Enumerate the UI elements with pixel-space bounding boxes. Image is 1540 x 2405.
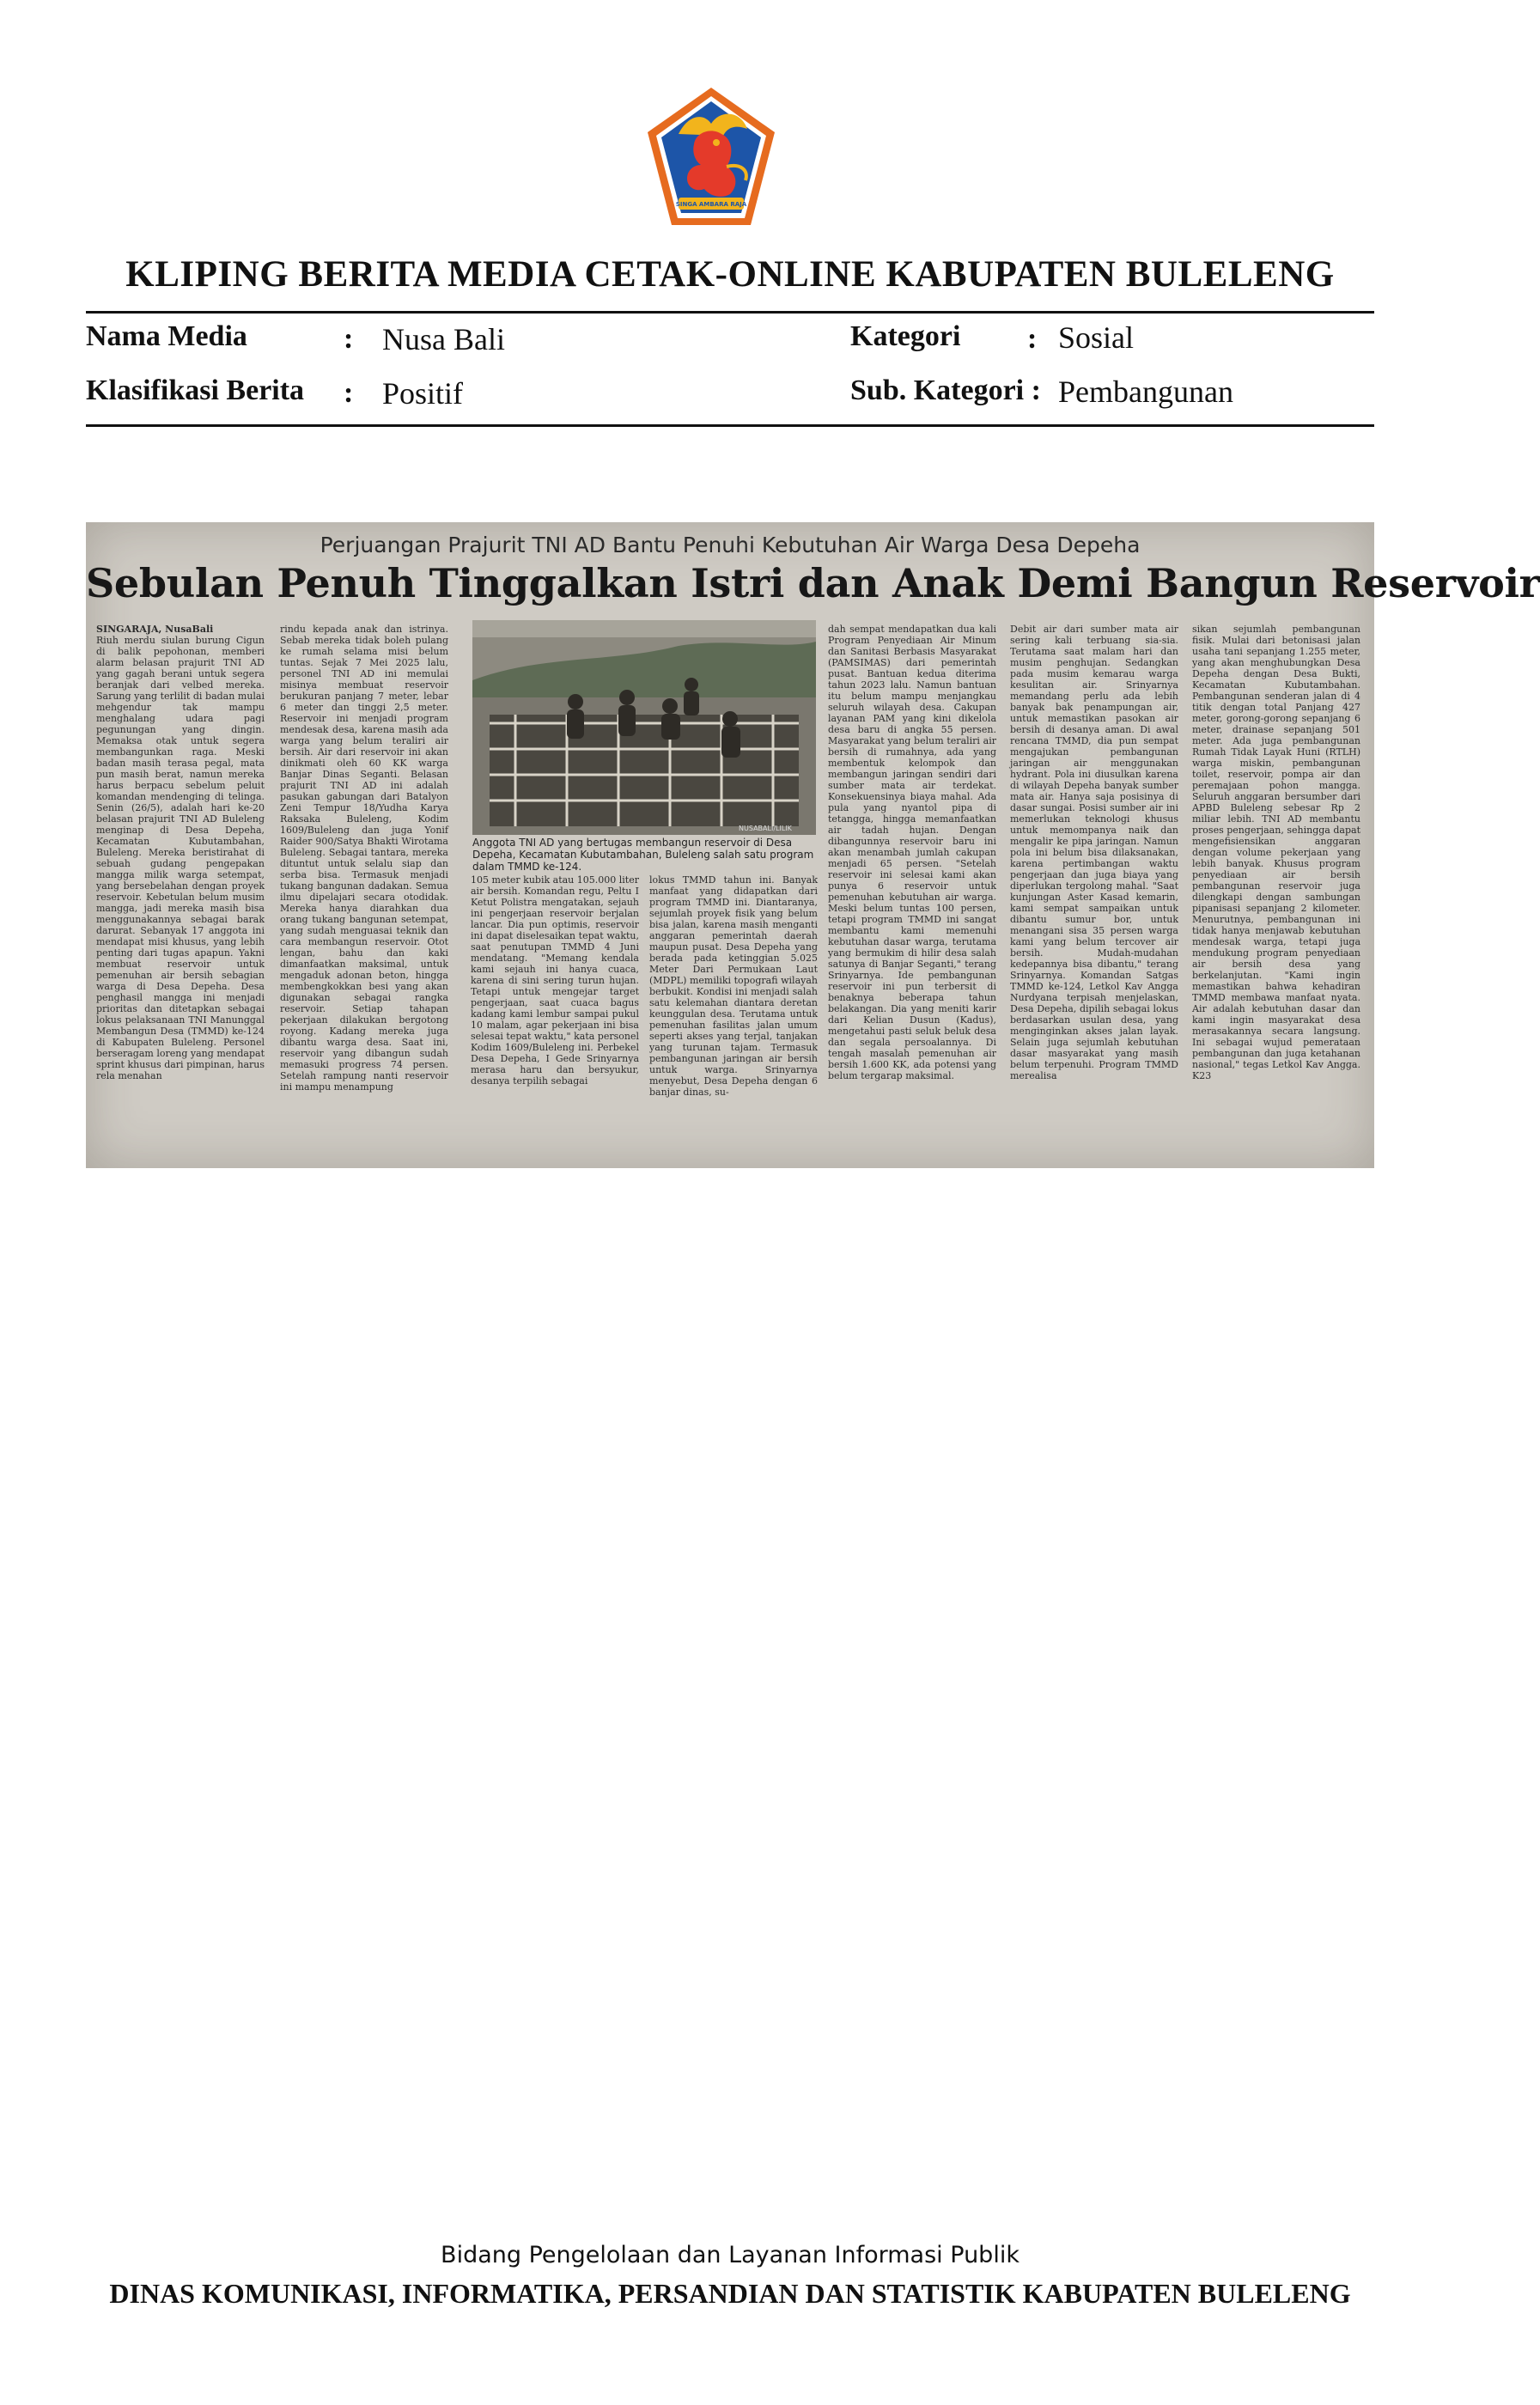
- article-column-1: [96, 624, 265, 1163]
- footer-unit: Bidang Pengelolaan dan Layanan Informasi Publik: [441, 2242, 1020, 2268]
- article-column-6: [1010, 624, 1178, 1163]
- klasifikasi-berita-label: Klasifikasi Berita: [86, 374, 305, 406]
- sub-kategori-label: Sub. Kategori :: [850, 374, 1041, 406]
- kategori-value: Sosial: [1058, 320, 1135, 355]
- title-divider: [86, 311, 1374, 314]
- article-headline: Sebulan Penuh Tinggalkan Istri dan Anak Demi Bangun Reservoir: [86, 560, 1540, 606]
- footer-agency: DINAS KOMUNIKASI, INFORMATIKA, PERSANDIAN DAN STATISTIK KABUPATEN BULELENG: [109, 2278, 1351, 2309]
- nama-media-label: Nama Media: [86, 320, 247, 352]
- article-column-4: [649, 874, 818, 1163]
- article-column-1-text: Riuh merdu siulan burung Cigun di balik pepohonan, memberi alarm belasan prajurit TNI AD yang gagah berani untuk segera beranjak dari velbed mereka. Sarung yang terlilit di badan mulai mehgendur tak mampu menghalang udara pagi pegunungan yang dingin. Memaksa otak untuk segera membangunkan raga. Meski badan masih terasa pegal, mata pun masih berat, namun mereka harus berpacu sebelum peluit komandan mendenging di telinga. Senin (26/5), adalah hari ke-20 belasan prajurit TNI AD Buleleng menginap di Desa Depeha, Kecamatan Kubutambahan, Buleleng. Mereka beristirahat di sebuah gudang pengepakan mangga milik warga setempat, yang bersebelahan dengan proyek reservoir. Kebetulan belum musim mangga, jadi mereka masih bisa menggunakannya sebagai barak darurat. Sebanyak 17 anggota ini mendapat misi khusus, yang lebih penting dari tugas apapun. Yakni membuat reservoir untuk pemenuhan air bersih sebagian warga di Desa Depeha. Desa penghasil mangga ini menjadi prioritas dan ditetapkan sebagai lokus pelaksanaan TNI Manunggal Membangun Desa (TMMD) ke-124 di Kabupaten Buleleng. Personel berseragam loreng yang mendapat sprint khusus dari pimpinan, harus rela menahan: [96, 635, 265, 1081]
- article-column-3: [471, 874, 639, 1163]
- article-dateline: SINGARAJA, NusaBali: [96, 624, 214, 635]
- klasifikasi-berita-value: Positif: [382, 376, 464, 411]
- nama-media-value: Nusa Bali: [382, 322, 505, 356]
- photo-caption: Anggota TNI AD yang bertugas membangun reservoir di Desa Depeha, Kecamatan Kubutambahan, Buleleng salah satu program dalam TMMD ke-124.: [472, 837, 814, 873]
- reservoir-construction-photo: [472, 620, 816, 835]
- article-column-3-text: 105 meter kubik atau 105.000 liter air bersih. Komandan regu, Peltu I Ketut Polistra mengatakan, sejauh ini pengerjaan reservoir berjalan lancar. Dia pun optimis, reservoir ini dapat diselesaikan tepat waktu, saat penutupan TMMD 4 Juni mendatang. "Memang kendala kami sejauh ini hanya cuaca, karena di sini sering turun hujan. Tetapi untuk mengejar target pengerjaan, saat cuaca bagus kadang kami lembur sampai pukul 10 malam, agar pekerjaan ini bisa selesai tepat waktu," kata personel Kodim 1609/Buleleng ini. Perbekel Desa Depeha, I Gede Srinyarnya merasa haru dan bersyukur, desanya terpilih sebagai: [471, 874, 639, 1087]
- emblem-motto: SINGA AMBARA RAJA: [675, 201, 747, 208]
- article-photo: [472, 620, 816, 835]
- article-column-7: [1192, 624, 1360, 1163]
- article-column-5: [828, 624, 996, 1163]
- kategori-label: Kategori: [850, 320, 961, 352]
- article-column-2-text: rindu kepada anak dan istrinya. Sebab mereka tidak boleh pulang ke rumah selama misi belum tuntas. Sejak 7 Mei 2025 lalu, personel TNI AD ini memulai misinya membuat reservoir berukuran panjang 7 meter, lebar 6 meter dan tinggi 2,5 meter. Reservoir ini menjadi program mendesak desa, karena masih ada warga yang belum teraliri air bersih. Air dari reservoir ini akan dinikmati oleh 60 KK warga Banjar Dinas Seganti. Belasan prajurit TNI AD ini adalah pasukan gabungan dari Batalyon Zeni Tempur 18/Yudha Karya Raksaka Buleleng, Kodim 1609/Buleleng dan juga Yonif Raider 900/Satya Bhakti Wirotama Buleleng. Sebagai tantara, mereka dituntut untuk selalu siap dan serba bisa. Termasuk menjadi tukang bangunan dadakan. Semua ilmu dipelajari secara otodidak. Mereka hanya diarahkan dua orang tukang bangunan setempat, yang sudah menguasai teknik dan cara membangun reservoir. Otot lengan, bahu dan kaki dimanfaatkan maksimal, untuk mengaduk adonan beton, hingga membengkokkan besi yang akan digunakan sebagai rangka reservoir. Setiap tahapan pekerjaan dilakukan bergotong royong. Kadang mereka juga dibantu warga desa. Saat ini, reservoir yang dibangun sudah memasuki progress 74 persen. Setelah rampung nanti reservoir ini mampu menampung: [280, 624, 448, 1093]
- article-column-2: [280, 624, 448, 1163]
- article-column-6-text: Debit air dari sumber mata air sering kali terbuang sia-sia. Terutama saat malam hari dan musim penghujan. Sedangkan pada musim kemarau warga kesulitan air. Srinyarnya memandang perlu ada lebih banyak bak penampungan air, untuk memastikan pasokan air bersih di desanya aman. Di awal rencana TMMD, dia pun sempat mengajukan pembangunan jaringan air menggunakan hydrant. Pola ini diusulkan karena di wilayah Depeha banyak sumber mata air. Hanya saja posisinya di dasar sungai. Posisi sumber air ini memerlukan teknologi khusus untuk memompanya naik dan mengalir ke pipa jaringan. Namun pola ini belum bisa dilaksanakan, karena pertimbangan waktu pengerjaan dan juga biaya yang diperlukan tergolong mahal. "Saat kunjungan Aster Kasad kemarin, kami sempat sampaikan untuk dibantu sumur bor, untuk menangani sisa 35 persen warga kami yang belum tercover air bersih. Mudah-mudahan kedepannya bisa dibantu," terang Srinyarnya. Komandan Satgas TMMD ke-124, Letkol Kav Angga Nurdyana terpisah menjelaskan, Desa Depeha, dipilih sebagai lokus berdasarkan usulan desa, yang menginginkan akses jalan layak. Selain juga sejumlah kebutuhan dasar masyarakat yang masih belum terpenuhi. Program TMMD merealisa: [1010, 624, 1178, 1081]
- kategori-colon: :: [1027, 323, 1038, 355]
- article-column-5-text: dah sempat mendapatkan dua kali Program Penyediaan Air Minum dan Sanitasi Berbasis Masyarakat (PAMSIMAS) dari pemerintah pusat. Bantuan kedua diterima tahun 2023 lalu. Namun bantuan itu belum mampu menjangkau seluruh wilayah desa. Cakupan layanan PAM yang kini dikelola desa baru di angka 55 persen. Masyarakat yang belum teraliri air bersih di rumahnya, ada yang membentuk kelompok dan membangun jaringan sendiri dari sumber mata air terdekat. Konsekuensinya biaya mahal. Ada pula yang nyantol pipa di tetangga, hingga memanfaatkan air tadah hujan. Dengan dibangunnya reservoir baru ini akan menambah jumlah cakupan menjadi 65 persen. "Setelah reservoir ini selesai kami akan punya 6 reservoir untuk pemenuhan kebutuhan air warga. Meski belum tuntas 100 persen, tetapi program TMMD ini sangat membantu kami memenuhi kebutuhan dasar warga, terutama yang bermukim di hilir desa salah satunya di Banjar Seganti," terang Srinyarnya. Ide pembangunan reservoir ini pun terbersit di benaknya beberapa tahun belakangan. Dia yang meniti karir dari Kelian Dusun (Kadus), mengetahui pasti seluk beluk desa dan segala persoalannya. Di tengah masalah pemenuhan air bersih 1.600 KK, ada potensi yang belum tergarap maksimal.: [828, 624, 996, 1081]
- photo-credit: NUSABALI/LILIK: [739, 825, 792, 832]
- page-title: KLIPING BERITA MEDIA CETAK-ONLINE KABUPATEN BULELENG: [125, 254, 1335, 295]
- article-column-4-text: lokus TMMD tahun ini. Banyak manfaat yang didapatkan dari program TMMD ini. Diantaranya, sejumlah proyek fisik yang belum bisa jalan, karena masih menganti anggaran pemerintah daerah maupun pusat. Desa Depeha yang berada pada ketinggian 5.025 Meter Dari Permukaan Laut (MDPL) memiliki topografi wilayah berbukit. Kondisi ini menjadi salah satu kelemahan diantara deretan keunggulan desa. Terutama untuk pemenuhan fasilitas jalan umum seperti akses yang terjal, tanjakan yang turunan tajam. Termasuk pembangunan jaringan air bersih untuk warga. Srinyarnya menyebut, Desa Depeha dengan 6 banjar dinas, su-: [649, 874, 818, 1098]
- article-kicker: Perjuangan Prajurit TNI AD Bantu Penuhi Kebutuhan Air Warga Desa Depeha: [320, 533, 1141, 557]
- meta-divider: [86, 424, 1374, 427]
- nama-media-colon: :: [344, 323, 354, 355]
- sub-kategori-value: Pembangunan: [1058, 374, 1233, 409]
- buleleng-emblem-logo: [644, 84, 778, 230]
- article-column-7-text: sikan sejumlah pembangunan fisik. Mulai dari betonisasi jalan usaha tani sepanjang 1.255 meter, yang akan menghubungkan Desa Depeha dengan Desa Bukti, Kecamatan Kubutambahan. Pembangunan senderan jalan di 4 titik dengan total Panjang 427 meter, gorong-gorong sepanjang 6 meter, drainase sepanjang 501 meter. Ada juga pembangunan Rumah Tidak Layak Huni (RTLH) warga miskin, pembangunan toilet, reservoir, pompa air dan peremajaan pohon mangga. Seluruh anggaran bersumber dari APBD Buleleng sebesar Rp 2 miliar lebih. TNI AD membantu proses pengerjaan, sehingga dapat mengefisiensikan anggaran dengan volume pekerjaan yang lebih banyak. Khusus program penyediaan air bersih pembangunan reservoir juga dilengkapi dengan sambungan pipanisasi sepanjang 2 kilometer. Menurutnya, pembangunan ini tidak hanya menjawab kebutuhan mendesak warga, tetapi juga mendukung program penyediaan air bersih desa yang berkelanjutan. "Kami ingin memastikan bahwa kehadiran TMMD membawa manfaat nyata. Air adalah kebutuhan dasar dan kami ingin masyarakat desa merasakannya secara langsung. Ini sebagai wujud pemerataan pembangunan dan juga ketahanan nasional," tegas Letkol Kav Angga. K23: [1192, 624, 1360, 1081]
- klasifikasi-berita-colon: :: [344, 377, 354, 409]
- newspaper-clipping: [86, 522, 1540, 1168]
